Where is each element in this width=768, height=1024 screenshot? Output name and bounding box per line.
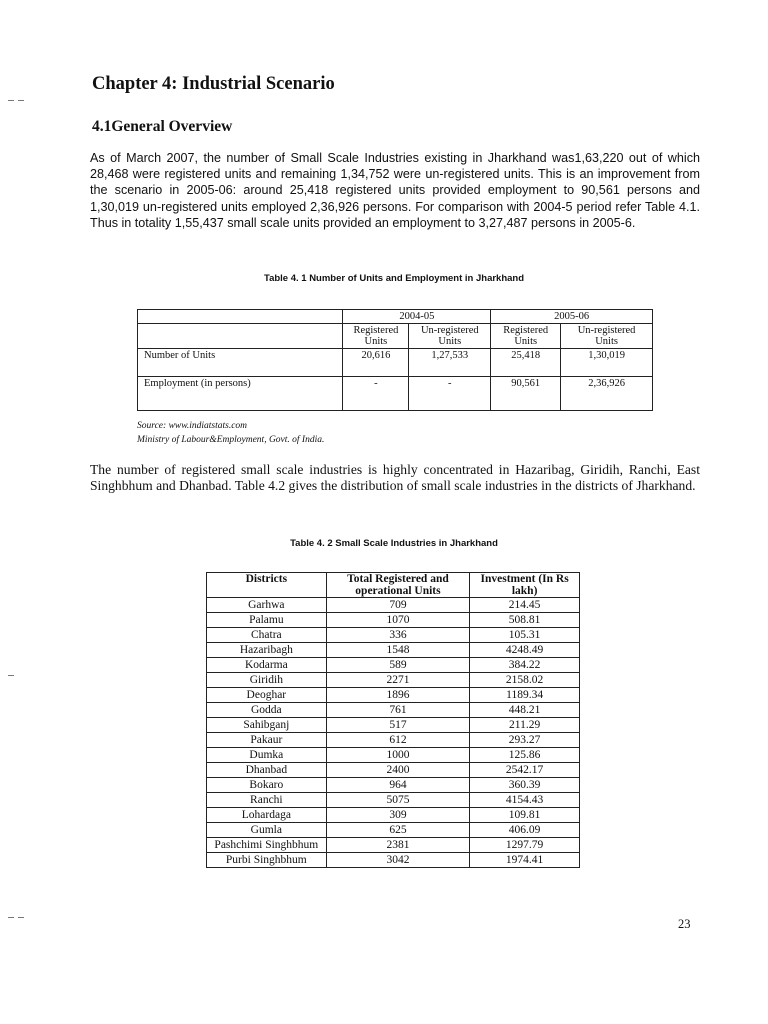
- district-cell: Godda: [207, 703, 327, 718]
- district-cell: Lohardaga: [207, 808, 327, 823]
- table-cell: 293.27: [470, 733, 580, 748]
- table-cell: 4154.43: [470, 793, 580, 808]
- table-row: [207, 778, 580, 793]
- table-cell: 2400: [326, 763, 470, 778]
- table-cell: 406.09: [470, 823, 580, 838]
- table-cell: 1070: [326, 613, 470, 628]
- district-cell: Palamu: [207, 613, 327, 628]
- column-header: Registered Units: [491, 324, 561, 349]
- column-header: Un-registered Units: [561, 324, 653, 349]
- table-cell: 125.86: [470, 748, 580, 763]
- column-header: Total Registered and operational Units: [326, 573, 470, 598]
- table-cell: 90,561: [491, 377, 561, 411]
- district-cell: Kodarma: [207, 658, 327, 673]
- table-row: [207, 793, 580, 808]
- table-cell: 612: [326, 733, 470, 748]
- column-header: Districts: [207, 573, 327, 598]
- table-cell: 25,418: [491, 349, 561, 377]
- table-cell: 214.45: [470, 598, 580, 613]
- table-row: [207, 823, 580, 838]
- district-cell: Giridih: [207, 673, 327, 688]
- table-cell: 964: [326, 778, 470, 793]
- column-header: Investment (In Rs lakh): [470, 573, 580, 598]
- table-row: [207, 748, 580, 763]
- district-cell: Chatra: [207, 628, 327, 643]
- table-cell: 1297.79: [470, 838, 580, 853]
- table1-caption: Table 4. 1 Number of Units and Employment in Jharkhand: [263, 273, 525, 284]
- page-number: 23: [678, 917, 691, 931]
- scan-mark: [8, 917, 14, 918]
- scan-mark: [8, 100, 14, 101]
- district-cell: Dumka: [207, 748, 327, 763]
- table-cell: 2271: [326, 673, 470, 688]
- table-row: [207, 688, 580, 703]
- table-cell: 2542.17: [470, 763, 580, 778]
- distribution-paragraph: The number of registered small scale industries is highly concentrated in Hazaribag, Giridih, Ranchi, East Singhbhum and Dhanbad. Table 4.2 gives the distribution of small scale industries in the districts of Jharkhand.: [90, 462, 700, 494]
- table-row: [207, 673, 580, 688]
- table-cell: 625: [326, 823, 470, 838]
- table-cell: 508.81: [470, 613, 580, 628]
- table-row: [138, 349, 653, 377]
- table-row: [207, 838, 580, 853]
- units-employment-table: [137, 309, 653, 411]
- table-cell: 1548: [326, 643, 470, 658]
- scan-mark: [8, 675, 14, 676]
- table-row: [207, 733, 580, 748]
- table-cell: 20,616: [343, 349, 409, 377]
- table-cell: 5075: [326, 793, 470, 808]
- table-header-row: [207, 573, 580, 598]
- table-cell: 4248.49: [470, 643, 580, 658]
- table-cell: 1000: [326, 748, 470, 763]
- chapter-title: Chapter 4: Industrial Scenario: [92, 74, 335, 94]
- table-cell: 211.29: [470, 718, 580, 733]
- source-line: Source: www.indiatstats.com: [137, 421, 248, 431]
- table-cell: 709: [326, 598, 470, 613]
- table-cell: 2381: [326, 838, 470, 853]
- district-cell: Purbi Singhbhum: [207, 853, 327, 868]
- table-cell: 2158.02: [470, 673, 580, 688]
- district-cell: Bokaro: [207, 778, 327, 793]
- table-cell: 384.22: [470, 658, 580, 673]
- table-row: [207, 763, 580, 778]
- ssi-districts-table: [206, 572, 580, 868]
- table-row: [207, 718, 580, 733]
- table-cell: -: [409, 377, 491, 411]
- table-cell: 1,30,019: [561, 349, 653, 377]
- table-cell: 1974.41: [470, 853, 580, 868]
- table-cell: 309: [326, 808, 470, 823]
- table-cell: 1189.34: [470, 688, 580, 703]
- source-line: Ministry of Labour&Employment, Govt. of India.: [137, 435, 325, 445]
- table-row: [207, 643, 580, 658]
- year-header: 2005-06: [491, 310, 653, 324]
- table1-source: [137, 419, 324, 447]
- district-cell: Ranchi: [207, 793, 327, 808]
- table-cell: 1,27,533: [409, 349, 491, 377]
- table-row: [207, 703, 580, 718]
- table-cell: 105.31: [470, 628, 580, 643]
- year-header: 2004-05: [343, 310, 491, 324]
- table2-caption: Table 4. 2 Small Scale Industries in Jharkhand: [290, 538, 498, 549]
- table-cell: 589: [326, 658, 470, 673]
- district-cell: Garhwa: [207, 598, 327, 613]
- table-cell: 3042: [326, 853, 470, 868]
- row-label: Number of Units: [138, 349, 343, 377]
- district-cell: Gumla: [207, 823, 327, 838]
- table-cell: 1896: [326, 688, 470, 703]
- table-cell: 109.81: [470, 808, 580, 823]
- table-row: [207, 808, 580, 823]
- table-row: [207, 598, 580, 613]
- table-header-row: [138, 310, 653, 324]
- table-cell: 2,36,926: [561, 377, 653, 411]
- table-cell: 517: [326, 718, 470, 733]
- row-label: Employment (in persons): [138, 377, 343, 411]
- scan-mark: [18, 917, 24, 918]
- section-title: 4.1General Overview: [92, 118, 233, 135]
- district-cell: Pakaur: [207, 733, 327, 748]
- column-header: Un-registered Units: [409, 324, 491, 349]
- table-row: [138, 377, 653, 411]
- table-cell: 448.21: [470, 703, 580, 718]
- district-cell: Sahibganj: [207, 718, 327, 733]
- table-cell: -: [343, 377, 409, 411]
- table-cell: 360.39: [470, 778, 580, 793]
- scan-mark: [18, 100, 24, 101]
- district-cell: Hazaribagh: [207, 643, 327, 658]
- district-cell: Deoghar: [207, 688, 327, 703]
- district-cell: Dhanbad: [207, 763, 327, 778]
- table-row: [207, 658, 580, 673]
- table-subheader-row: [138, 324, 653, 349]
- overview-paragraph: As of March 2007, the number of Small Scale Industries existing in Jharkhand was1,63,220 out of which 28,468 were registered units and remaining 1,34,752 were un-registered units. This is an improvement from the scenario in 2005-06: around 25,418 registered units provided employment to 90,561 persons and 1,30,019 un-registered units employed 2,36,926 persons. For comparison with 2004-5 period refer Table 4.1. Thus in totality 1,55,437 small scale units provided an employment to 3,27,487 persons in 2005-6.: [90, 151, 700, 230]
- table-cell: 761: [326, 703, 470, 718]
- table-row: [207, 853, 580, 868]
- column-header: Registered Units: [343, 324, 409, 349]
- table-row: [207, 628, 580, 643]
- table-row: [207, 613, 580, 628]
- district-cell: Pashchimi Singhbhum: [207, 838, 327, 853]
- table-cell: 336: [326, 628, 470, 643]
